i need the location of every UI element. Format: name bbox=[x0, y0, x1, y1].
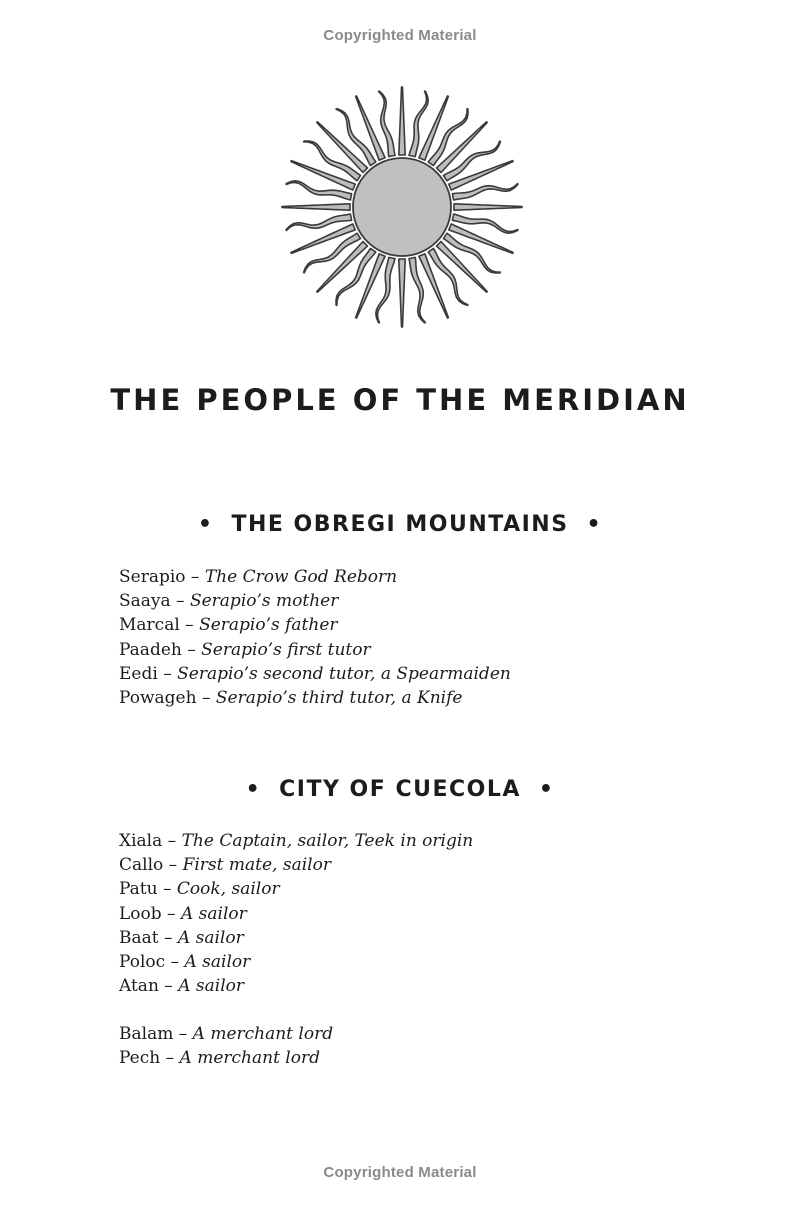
character-description: The Captain, sailor, Teek in origin bbox=[181, 831, 474, 851]
character-name: Atan bbox=[119, 976, 159, 997]
character-entry: Poloc – A sailor bbox=[119, 952, 251, 973]
sun-emblem-icon bbox=[280, 85, 524, 329]
sun-straight-ray bbox=[449, 161, 513, 190]
sun-disc bbox=[353, 158, 451, 256]
character-entry: Marcal – Serapio’s father bbox=[119, 615, 338, 636]
sun-wavy-ray bbox=[379, 91, 395, 156]
sun-straight-ray bbox=[399, 87, 405, 155]
bullet-icon: • bbox=[197, 512, 214, 537]
character-name: Pech bbox=[119, 1048, 161, 1069]
character-name: Balam bbox=[119, 1024, 174, 1044]
character-description: Serapio’s father bbox=[199, 615, 338, 636]
character-name: Eedi bbox=[119, 663, 158, 684]
character-entry: Atan – A sailor bbox=[119, 976, 244, 997]
character-entry: Balam – A merchant lord bbox=[119, 1024, 334, 1044]
sun-straight-ray bbox=[419, 254, 448, 318]
character-entry: Paadeh – Serapio’s first tutor bbox=[119, 639, 371, 660]
character-name: Serapio bbox=[119, 567, 186, 587]
character-description: A merchant lord bbox=[179, 1048, 320, 1069]
character-name: Marcal bbox=[119, 615, 180, 636]
bullet-icon: • bbox=[538, 777, 555, 802]
character-entry: Loob – A sailor bbox=[119, 903, 247, 924]
sun-wavy-ray bbox=[452, 184, 517, 200]
sun-straight-ray bbox=[291, 224, 355, 253]
character-entry: Serapio – The Crow God Reborn bbox=[119, 567, 398, 587]
character-entry: Callo – First mate, sailor bbox=[119, 855, 331, 876]
character-entry: Baat – A sailor bbox=[119, 927, 244, 948]
copyright-notice-bottom: Copyrighted Material bbox=[323, 1164, 477, 1181]
sun-wavy-ray bbox=[286, 214, 351, 230]
character-description: A sailor bbox=[184, 952, 251, 973]
sun-straight-ray bbox=[282, 204, 350, 210]
character-name: Poloc bbox=[119, 952, 166, 973]
character-description: Serapio’s first tutor bbox=[201, 639, 371, 660]
section-title-city-of-cuecola bbox=[0, 777, 800, 802]
character-list-cuecola-merchants bbox=[119, 1022, 333, 1070]
page-title: THE PEOPLE OF THE MERIDIAN bbox=[110, 383, 690, 417]
character-name: Saaya bbox=[119, 591, 171, 612]
sun-straight-ray bbox=[399, 259, 405, 327]
bullet-icon: • bbox=[586, 512, 603, 537]
character-entry: Pech – A merchant lord bbox=[119, 1048, 320, 1069]
character-name: Powageh bbox=[119, 688, 197, 709]
character-description: First mate, sailor bbox=[182, 855, 331, 876]
character-entry: Xiala – The Captain, sailor, Teek in origin bbox=[119, 831, 474, 851]
character-description: Serapio’s second tutor, a Spearmaiden bbox=[177, 663, 511, 684]
section-title-text: THE OBREGI MOUNTAINS bbox=[231, 512, 569, 537]
character-entry: Saaya – Serapio’s mother bbox=[119, 591, 339, 612]
character-description: Serapio’s mother bbox=[189, 591, 339, 612]
character-description: A sailor bbox=[180, 903, 247, 924]
section-title-obregi-mountains bbox=[0, 512, 800, 537]
character-entry: Patu – Cook, sailor bbox=[119, 879, 280, 900]
character-description: A merchant lord bbox=[192, 1024, 334, 1044]
character-name: Callo bbox=[119, 855, 164, 876]
character-name: Xiala bbox=[119, 831, 163, 851]
character-name: Baat bbox=[119, 927, 159, 948]
character-name: Paadeh bbox=[119, 639, 182, 660]
section-title-text: CITY OF CUECOLA bbox=[279, 777, 521, 802]
character-description: Cook, sailor bbox=[176, 879, 280, 900]
character-list-obregi bbox=[119, 565, 511, 710]
character-list-cuecola-crew bbox=[119, 829, 473, 998]
character-description: A sailor bbox=[178, 976, 244, 997]
character-description: Serapio’s third tutor, a Knife bbox=[215, 688, 463, 709]
bullet-icon: • bbox=[245, 777, 262, 802]
sun-straight-ray bbox=[454, 204, 522, 210]
character-description: A sailor bbox=[177, 927, 244, 948]
character-name: Loob bbox=[119, 903, 162, 924]
character-description: The Crow God Reborn bbox=[204, 567, 398, 587]
character-entry: Powageh – Serapio’s third tutor, a Knife bbox=[119, 688, 463, 709]
sun-wavy-ray bbox=[409, 257, 425, 322]
sun-straight-ray bbox=[356, 96, 385, 160]
character-name: Patu bbox=[119, 879, 158, 900]
copyright-notice-top: Copyrighted Material bbox=[323, 27, 477, 44]
character-entry: Eedi – Serapio’s second tutor, a Spearmaiden bbox=[119, 663, 511, 684]
